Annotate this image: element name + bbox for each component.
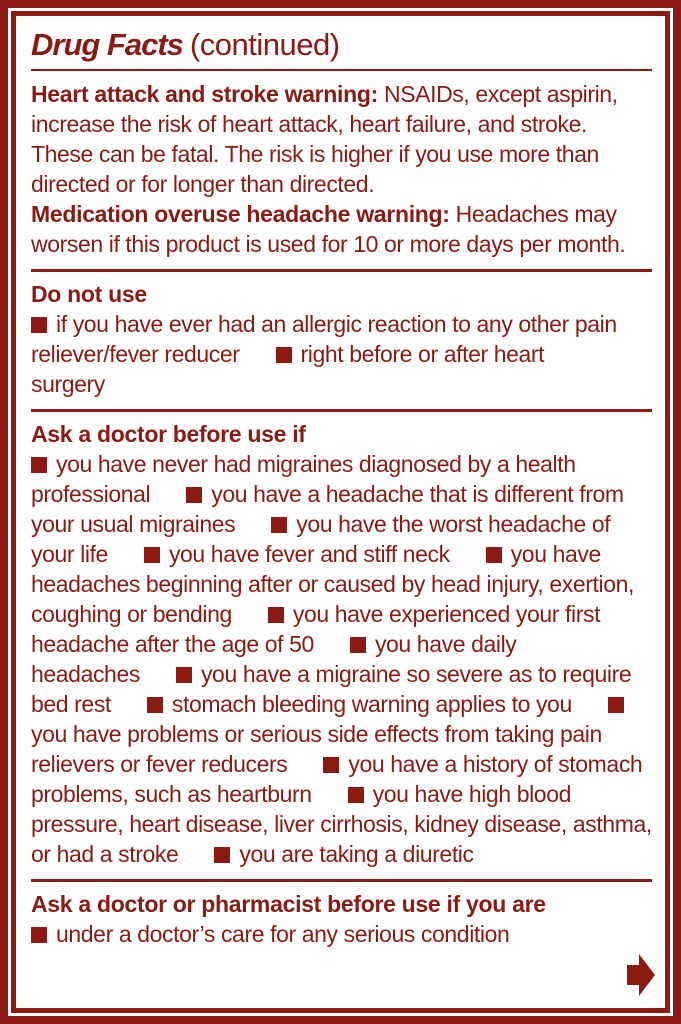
- list-item-text: right before or after heart surgery: [31, 340, 545, 397]
- list-item-text: you have the worst headache of your life: [31, 510, 611, 567]
- list-item: [31, 921, 509, 947]
- bullet-square-icon: [350, 637, 366, 653]
- heart-attack-warning-text: NSAIDs, except aspirin, increase the risk of heart attack, heart failure, and stroke. These can be fatal. The risk is higher if you use more than directed or for longer than directed.: [31, 80, 618, 197]
- ask-pharmacist-items: [31, 919, 652, 949]
- list-item-text: if you have ever had an allergic reaction to any other pain reliever/fever reducer: [31, 310, 617, 367]
- overuse-warning-paragraph: [31, 199, 652, 259]
- section-divider: [31, 269, 652, 272]
- warnings-section: [31, 77, 652, 265]
- list-item-text: you are taking a diuretic: [239, 840, 474, 867]
- section-divider: [31, 879, 652, 882]
- list-item-text: you have never had migraines diagnosed by a health professional: [31, 450, 576, 507]
- heart-attack-warning-paragraph: [31, 79, 652, 199]
- list-item-text: you have daily headaches: [31, 630, 517, 687]
- list-item-text: stomach bleeding warning applies to you: [171, 690, 572, 717]
- ask-pharmacist-heading: Ask a doctor or pharmacist before use if you are: [31, 890, 546, 917]
- list-item: [147, 691, 572, 717]
- bullet-square-icon: [486, 547, 502, 563]
- list-item: [214, 841, 473, 867]
- bullet-square-icon: [176, 667, 192, 683]
- list-item-text: you have problems or serious side effects from taking pain relievers or fever reducers: [31, 720, 602, 777]
- ask-doctor-section: [31, 417, 652, 875]
- label-white-margin: [8, 8, 673, 1016]
- ask-doctor-heading: Ask a doctor before use if: [31, 420, 306, 447]
- continued-label: (continued): [189, 27, 340, 62]
- bullet-square-icon: [186, 487, 202, 503]
- list-item-text: you have a history of stomach problems, such as heartburn: [31, 750, 643, 807]
- overuse-warning-text: Headaches may worsen if this product is used for 10 or more days per month.: [31, 200, 626, 257]
- list-item-text: you have experienced your first headache after the age of 50: [31, 600, 601, 657]
- section-divider: [31, 409, 652, 412]
- list-item-text: you have headaches beginning after or caused by head injury, exertion, coughing or bending: [31, 540, 634, 627]
- heart-attack-warning-heading: Heart attack and stroke warning:: [31, 80, 379, 107]
- list-item-text: you have high blood pressure, heart disease, liver cirrhosis, kidney disease, asthma, or had a stroke: [31, 780, 652, 867]
- bullet-square-icon: [31, 927, 47, 943]
- list-item-text: you have a migraine so severe as to require bed rest: [31, 660, 632, 717]
- list-item-text: under a doctor’s care for any serious condition: [56, 920, 510, 947]
- drug-facts-panel: [11, 11, 670, 1013]
- bullet-square-icon: [276, 347, 292, 363]
- do-not-use-section: [31, 277, 652, 405]
- title-divider: [31, 69, 652, 71]
- do-not-use-items: [31, 309, 652, 399]
- overuse-warning-heading: Medication overuse headache warning:: [31, 200, 450, 227]
- list-item: [144, 541, 450, 567]
- list-item-text: you have fever and stiff neck: [168, 540, 450, 567]
- page-title: [31, 26, 652, 65]
- do-not-use-heading: Do not use: [31, 280, 147, 307]
- bullet-square-icon: [31, 317, 47, 333]
- continue-arrow-icon: [627, 954, 655, 996]
- bullet-square-icon: [31, 457, 47, 473]
- drug-facts-title: Drug Facts: [31, 27, 183, 62]
- bullet-square-icon: [144, 547, 160, 563]
- bullet-square-icon: [214, 847, 230, 863]
- bullet-square-icon: [323, 757, 339, 773]
- list-item-text: you have a headache that is different from your usual migraines: [31, 480, 624, 537]
- bullet-square-icon: [147, 697, 163, 713]
- bullet-square-icon: [268, 607, 284, 623]
- bullet-square-icon: [271, 517, 287, 533]
- bullet-square-icon: [348, 787, 364, 803]
- ask-doctor-items: [31, 449, 652, 869]
- ask-pharmacist-section: [31, 887, 652, 955]
- bullet-square-icon: [608, 697, 624, 713]
